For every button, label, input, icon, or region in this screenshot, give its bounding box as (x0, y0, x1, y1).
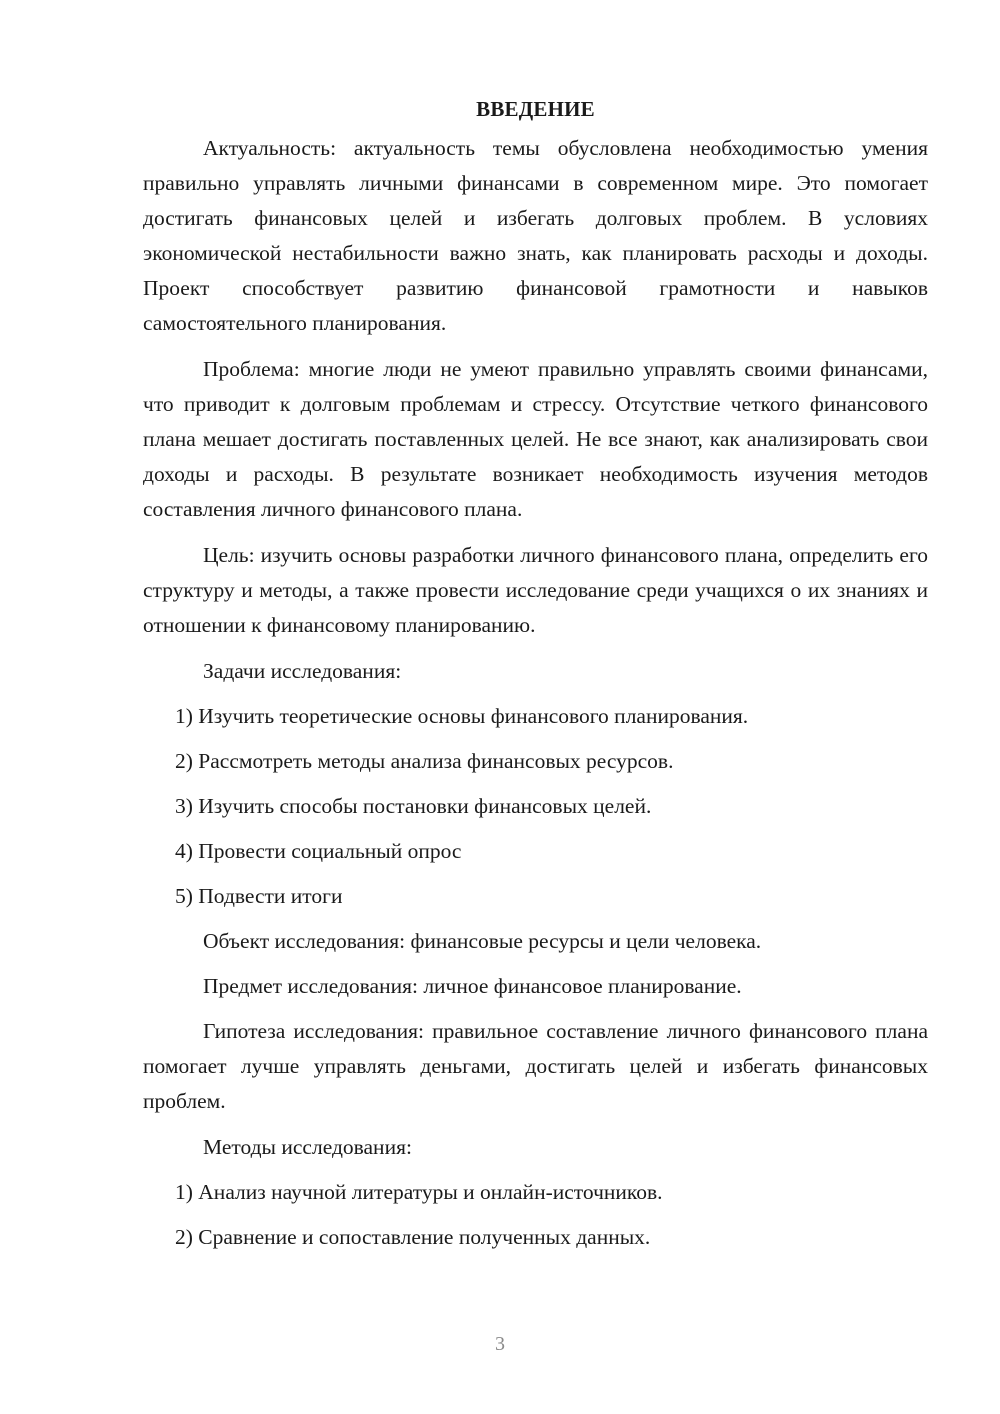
list-item: 2) Рассмотреть методы анализа финансовых ресурсов. (175, 749, 674, 773)
object-line: Объект исследования: финансовые ресурсы и цели человека. (203, 929, 762, 953)
list-item: 1) Изучить теоретические основы финансового планирования. (175, 704, 749, 728)
section-title: ВВЕДЕНИЕ (476, 97, 595, 121)
list-item: 3) Изучить способы постановки финансовых целей. (175, 794, 652, 818)
relevance-paragraph: Актуальность: актуальность темы обусловлена необходимостью умения правильно управлять личными финансами в современном мире. Это помогает достигать финансовых целей и избегать долговых проблем. В условиях экономической нестабильности важно знать, как планировать расходы и доходы. Проект способствует развитию финансовой грамотности и навыков самостоятельного планирования. (143, 136, 928, 335)
methods-list (143, 1175, 928, 1255)
list-item: 4) Провести социальный опрос (175, 839, 462, 863)
problem-paragraph: Проблема: многие люди не умеют правильно управлять своими финансами, что приводит к долговым проблемам и стрессу. Отсутствие четкого финансового плана мешает достигать поставленных целей. Не все знают, как анализировать свои доходы и расходы. В результате возникает необходимость изучения методов составления личного финансового плана. (143, 357, 928, 521)
list-item: 5) Подвести итоги (175, 884, 343, 908)
list-item: 1) Анализ научной литературы и онлайн-источников. (175, 1180, 663, 1204)
goal-paragraph: Цель: изучить основы разработки личного финансового плана, определить его структуру и методы, а также провести исследование среди учащихся о их знаниях и отношении к финансовому планированию. (143, 543, 928, 637)
tasks-list (143, 699, 928, 914)
methods-heading: Методы исследования: (203, 1135, 412, 1159)
hypothesis-paragraph: Гипотеза исследования: правильное составление личного финансового плана помогает лучше управлять деньгами, достигать целей и избегать финансовых проблем. (143, 1019, 928, 1113)
tasks-heading: Задачи исследования: (203, 659, 402, 683)
page-number: 3 (495, 1333, 505, 1355)
subject-line: Предмет исследования: личное финансовое планирование. (203, 974, 742, 998)
list-item: 2) Сравнение и сопоставление полученных данных. (175, 1225, 651, 1249)
document-page (143, 92, 928, 1265)
